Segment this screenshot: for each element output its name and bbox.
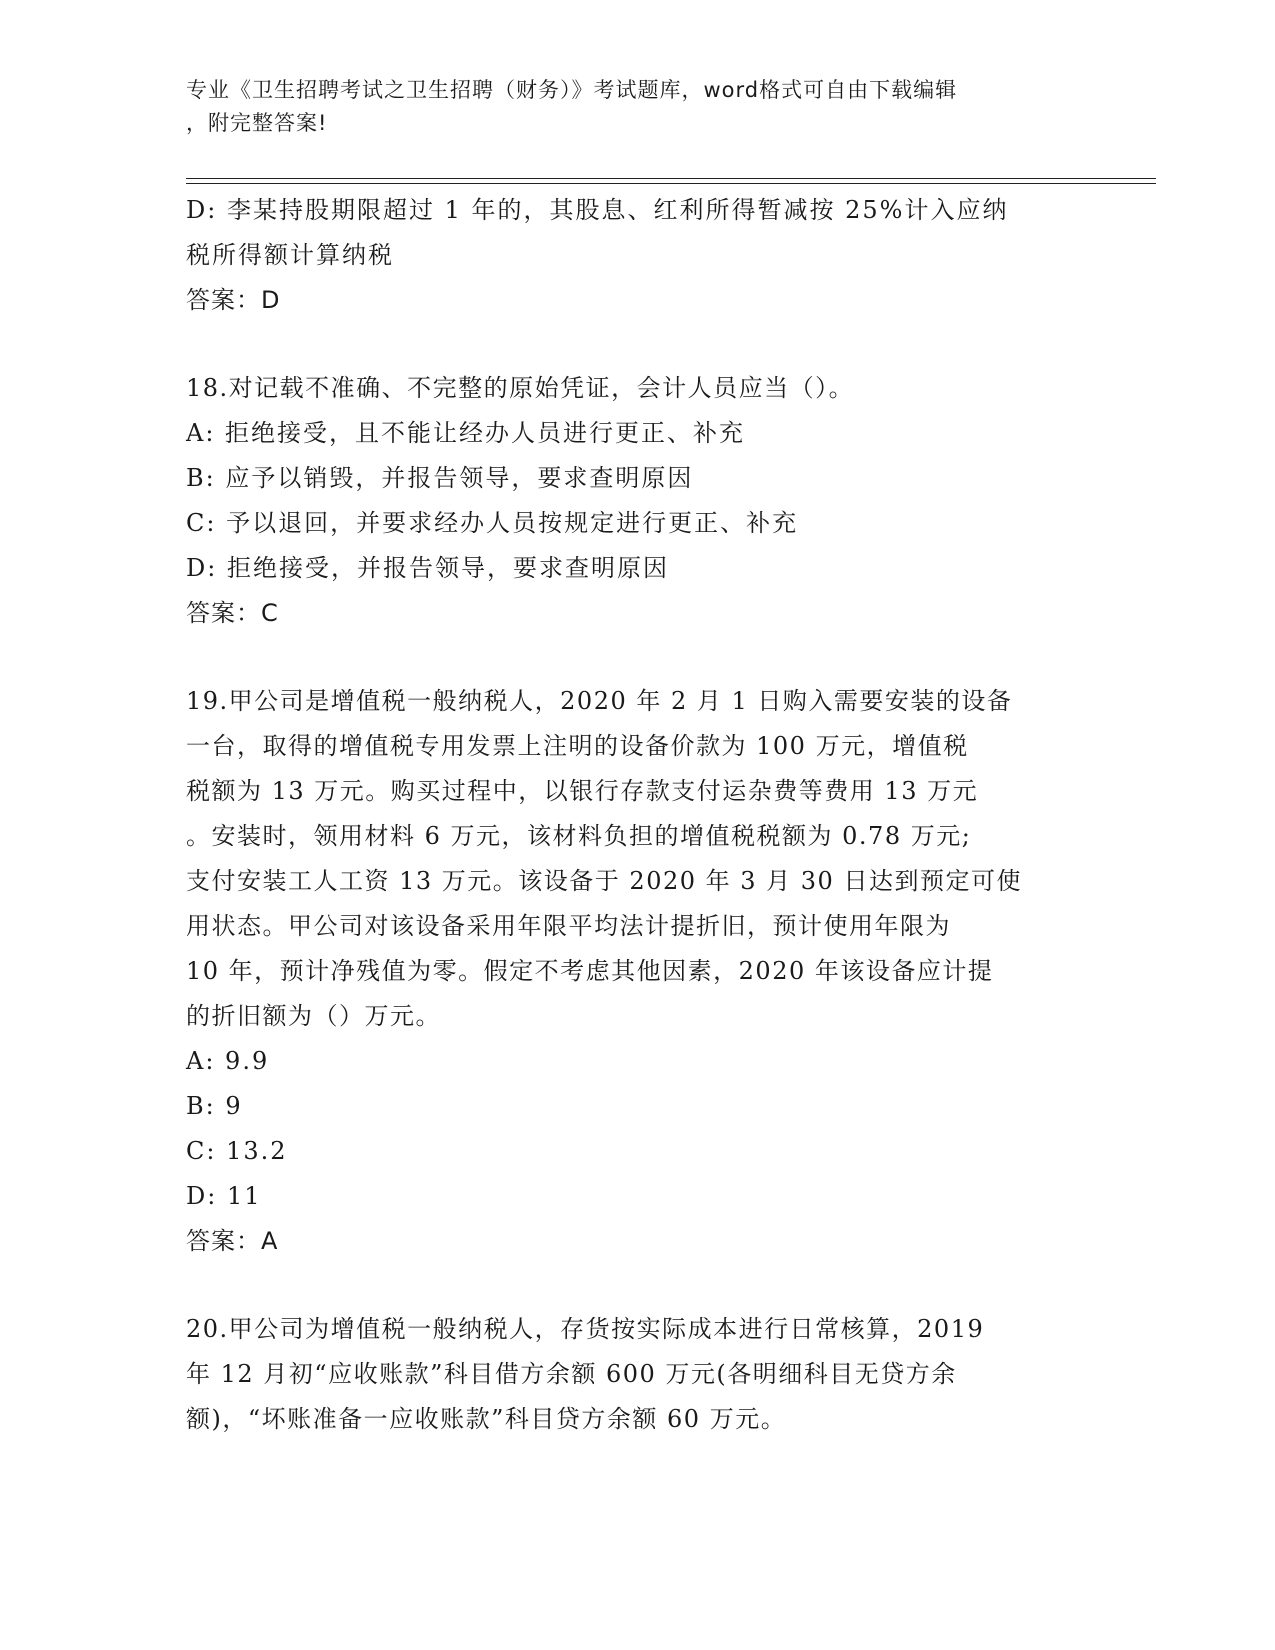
question-18 [186,366,1086,636]
document-body [186,188,1086,1442]
question-stem-line-4: 。安装时，领用材料 6 万元，该材料负担的增值税税额为 0.78 万元; [186,822,972,850]
document-header [186,74,1086,140]
answer-line: 答案：C [186,599,279,627]
option-d-line-2: 税所得额计算纳税 [186,241,394,269]
option-c: C: 13.2 [186,1137,288,1165]
spacer [186,1264,1086,1307]
question-17-tail [186,188,1086,323]
question-stem-line-2: 年 12 月初“应收账款”科目借方余额 600 万元(各明细科目无贷方余 [186,1360,957,1388]
option-c: C: 予以退回，并要求经办人员按规定进行更正、补充 [186,509,799,537]
header-title-line-2: ，附完整答案! [186,111,328,135]
option-b: B: 9 [186,1092,243,1120]
answer-line: 答案：D [186,286,281,314]
option-d: D: 11 [186,1182,262,1210]
question-stem: 18.对记载不准确、不完整的原始凭证，会计人员应当（）。 [186,374,855,402]
question-stem-line-1: 20.甲公司为增值税一般纳税人，存货按实际成本进行日常核算，2019 [186,1315,985,1343]
question-stem-line-1: 19.甲公司是增值税一般纳税人，2020 年 2 月 1 日购入需要安装的设备 [186,687,1013,715]
option-d-line-1: D: 李某持股期限超过 1 年的，其股息、红利所得暂减按 25%计入应纳 [186,196,1009,224]
header-title-line-1: 专业《卫生招聘考试之卫生招聘（财务）》考试题库，word格式可自由下载编辑 [186,78,958,102]
option-d: D: 拒绝接受，并报告领导，要求查明原因 [186,554,669,582]
question-stem-line-7: 10 年，预计净残值为零。假定不考虑其他因素，2020 年该设备应计提 [186,957,994,985]
question-stem-line-8: 的折旧额为（）万元。 [186,1002,441,1030]
spacer [186,636,1086,679]
header-divider-thin [186,178,1156,179]
question-stem-line-3: 税额为 13 万元。购买过程中，以银行存款支付运杂费等费用 13 万元 [186,777,979,805]
option-a: A: 拒绝接受，且不能让经办人员进行更正、补充 [186,419,746,447]
question-stem-line-3: 额)，“坏账准备一应收账款”科目贷方余额 60 万元。 [186,1405,787,1433]
header-divider-thick [186,183,1156,184]
question-stem-line-6: 用状态。甲公司对该设备采用年限平均法计提折旧，预计使用年限为 [186,912,951,940]
question-20 [186,1307,1086,1442]
question-19 [186,679,1086,1264]
option-b: B: 应予以销毁，并报告领导，要求查明原因 [186,464,694,492]
question-stem-line-5: 支付安装工人工资 13 万元。该设备于 2020 年 3 月 30 日达到预定可使 [186,867,1022,895]
spacer [186,323,1086,366]
question-stem-line-2: 一台，取得的增值税专用发票上注明的设备价款为 100 万元，增值税 [186,732,969,760]
option-a: A: 9.9 [186,1047,270,1075]
answer-line: 答案：A [186,1227,279,1255]
